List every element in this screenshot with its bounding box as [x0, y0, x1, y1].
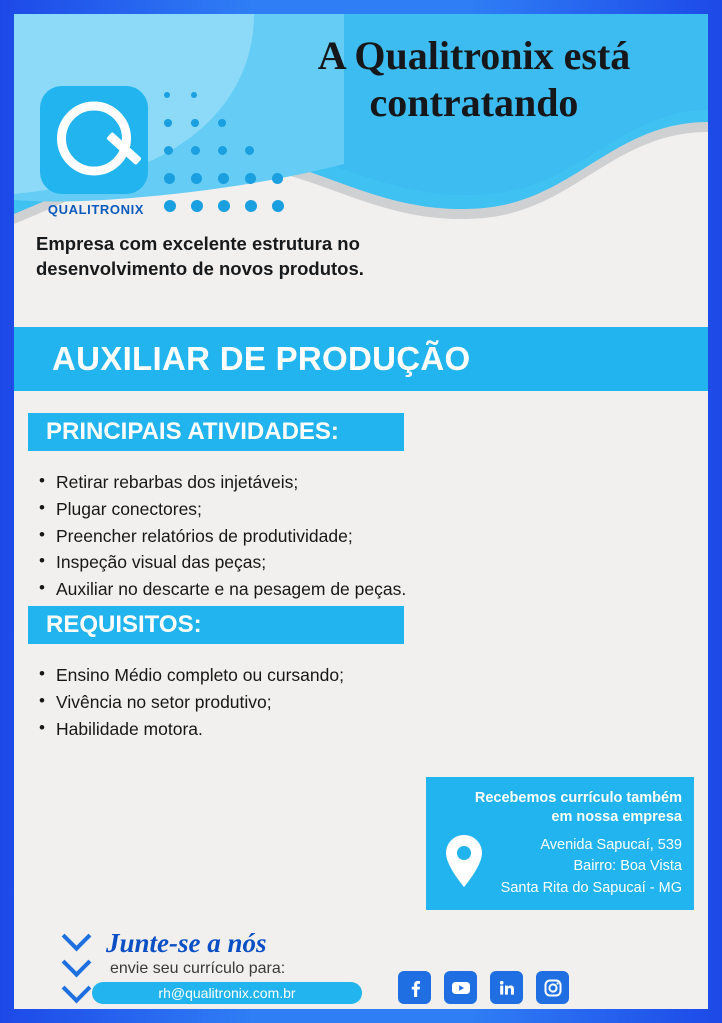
- dot: [164, 92, 170, 98]
- section-heading-requirements-label: REQUISITOS:: [46, 611, 202, 638]
- address-lines: [472, 835, 682, 899]
- linkedin-icon[interactable]: [490, 971, 523, 1004]
- page-title-line-1: A Qualitronix está: [317, 33, 631, 78]
- requirements-list: [14, 662, 616, 742]
- activities-list: [14, 469, 616, 603]
- address-title-line-2: em nossa empresa: [551, 808, 682, 825]
- dot: [191, 173, 202, 184]
- list-item: • Plugar conectores;: [56, 496, 616, 523]
- dot: [245, 200, 257, 212]
- social-links: [398, 971, 569, 1004]
- address-street: Avenida Sapucaí, 539: [540, 837, 682, 853]
- address-box: [426, 777, 694, 910]
- dot: [245, 146, 254, 155]
- job-title: AUXILIAR DE PRODUÇÃO: [52, 340, 471, 377]
- address-city: Santa Rita do Sapucaí - MG: [500, 879, 682, 896]
- dot: [218, 173, 229, 184]
- list-item: • Inspeção visual das peças;: [56, 549, 616, 576]
- join-us-title: Junte-se a nós: [106, 928, 267, 958]
- list-item: • Habilidade motora.: [56, 716, 616, 743]
- dot: [218, 200, 230, 212]
- list-item: • Ensino Médio completo ou cursando;: [56, 662, 616, 689]
- address-title-line-1: Recebemos currículo também: [474, 790, 682, 806]
- dot: [272, 200, 284, 212]
- qualitronix-logo: [40, 86, 148, 194]
- list-item: • Retirar rebarbas dos injetáveis;: [56, 469, 616, 496]
- logo-wordmark: QUALITRONIX: [47, 202, 145, 217]
- chevron-down-icon: [62, 974, 92, 1004]
- dot: [164, 200, 176, 212]
- page-title: [254, 32, 694, 126]
- dot: [164, 146, 173, 155]
- youtube-icon[interactable]: [444, 971, 477, 1004]
- address-district: Bairro: Boa Vista: [573, 858, 682, 875]
- dot: [218, 119, 226, 127]
- dot: [191, 92, 197, 98]
- section-heading-activities: [28, 413, 404, 451]
- dot: [191, 119, 199, 127]
- dot: [164, 173, 175, 184]
- dot: [191, 146, 200, 155]
- dot: [191, 200, 203, 212]
- list-item: • Preencher relatórios de produtividade;: [56, 523, 616, 550]
- facebook-icon[interactable]: [398, 971, 431, 1004]
- list-item: • Vivência no setor produtivo;: [56, 689, 616, 716]
- email-contact[interactable]: rh@qualitronix.com.br: [92, 982, 362, 1004]
- dot: [245, 173, 256, 184]
- dot: [218, 146, 227, 155]
- section-heading-requirements: [28, 606, 404, 644]
- job-title-band: [14, 327, 708, 391]
- page-title-line-2: contratando: [369, 80, 579, 126]
- dot: [164, 119, 172, 127]
- section-heading-activities-label: PRINCIPAIS ATIVIDADES:: [46, 418, 339, 445]
- join-us-subtitle: envie seu currículo para:: [110, 960, 286, 977]
- list-item: • Auxiliar no descarte e na pesagem de peças.: [56, 576, 616, 603]
- instagram-icon[interactable]: [536, 971, 569, 1004]
- address-title: [434, 789, 682, 827]
- poster-content: [14, 14, 708, 1009]
- dot: [272, 173, 283, 184]
- company-intro-text: Empresa com excelente estrutura no desenvolvimento de novos produtos.: [36, 233, 364, 279]
